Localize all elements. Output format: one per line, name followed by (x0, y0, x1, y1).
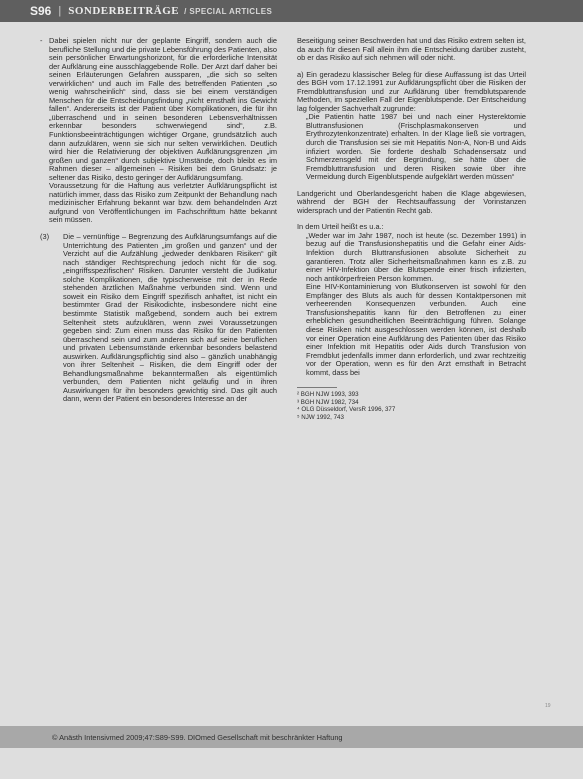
right-paragraph-1: Beseitigung seiner Beschwerden hat und das Risiko extrem selten ist, da auch für diesen Fall allein ihm die Entscheidung darüber zusteht, ob er das Risiko auf sich nehmen will oder nicht. (297, 36, 526, 63)
left-column (40, 37, 277, 404)
judgment-quote-2: Eine HIV-Kontaminierung von Blutkonserven ist sowohl für den Empfänger des Bluts als auch für dessen Kontaktpersonen mit verheerenden Konsequenzen verbunden. Auch eine Transfusionshepatitis kann für den Betroffenen zu einer erheblichen gesundheitlichen Beeinträchtigung führen. Solange diese Risiken nicht ausgeschlossen werden können, ist deshalb vor einer Operation eine Aufklärung des Patienten über das Risiko einer Infektion mit Hepatitis oder Aids durch Transfusion von Fremdblut jedenfalls immer dann erforderlich, und zwar rechtzeitig vor der Operation, wenn es für den Arzt ernsthaft in Betracht kommt, dass bei (306, 282, 526, 377)
section-title: SONDERBEITRÄGE (68, 5, 180, 17)
bullet-mark: - (40, 36, 43, 45)
footnote: ³ BGH NJW 1982, 734 (297, 398, 359, 406)
footer-text: © Anästh Intensivmed 2009;47:S89-S99. DIOmed Gesellschaft mit beschränkter Haftung (52, 732, 343, 742)
footnotes (297, 387, 526, 421)
right-paragraph-3: Landgericht und Oberlandesgericht haben die Klage abgewiesen, während der BGH der Rechtsauffassung der Vorinstanzen widersprach und der Patientin Recht gab. (297, 188, 526, 215)
bullet-item (40, 37, 277, 225)
numbered-item-3 (40, 233, 277, 404)
right-paragraph-4: In dem Urteil heißt es u.a.: (297, 222, 384, 232)
judgment-quote-1: „Weder war im Jahr 1987, noch ist heute (sc. Dezember 1991) in bezug auf die Transfusionshepatitis und die Gefahr einer Aids-Infektion durch Bluttransfusionen absolute Sicherheit zu garantieren. Trotz aller Sicherheitsmaßnahmen kann es z.B. zu einer HIV-Infektion über die Blutspende einer frisch infizierten, noch antikörperfreien Person kommen. (306, 230, 526, 283)
header-separator: | (58, 5, 62, 17)
footnote: ⁴ OLG Düsseldorf, VersR 1996, 377 (297, 406, 396, 414)
case-quote: „Die Patientin hatte 1987 bei und nach einer Hysterektomie Bluttransfusionen (Frischplasmakonserven und Erythrozytenkonzentrate) erhalten. In der Klage ließ sie vortragen, durch die Transfusion sei sie mit Hepatitis Non-A, Non-B und Aids infiziert worden. Sie forderte deshalb Schadensersatz und Schmerzensgeld mit der Begründung, sie hätte über die Fremdbluttransfusion und deren Risiken sowie über ihre Vermeidung durch Eigenblutspende aufgeklärt werden müssen“ (306, 112, 526, 182)
footnote: ² BGH NJW 1993, 393 (297, 391, 359, 399)
item-3-paragraph: Die – vernünftige – Begrenzung des Aufklärungsumfangs auf die Unterrichtung des Patienten „im großen und ganzen“ und der Verzicht auf die Aufzählung „jedweder denkbaren Risiken“ gilt nach ständiger Rechtsprechung jedoch nicht für die sog. „eingriffsspezifischen“ Risiken. Darunter versteht die Judikatur solche Komplikationen, die typischerweise mit der in Rede stehenden ärztlichen Maßnahme verbunden sind. Wenn und soweit ein Risiko dem Eingriff spezifisch anhaftet, ist nicht ein bestimmter Grad der Risikodichte, insbesondere nicht eine bestimmte Statistik maßgebend, sondern auch bei extrem Seltenheit stets aufzuklären, wenn zwei Voraussetzungen gegeben sind: Zum einen muss das Risiko für den Patienten überraschend sein und zum anderen sich auf seine beruflichen und privaten Lebensumstände erkennbar besonders belastend auswirken. Aufklärungspflichtig sind also – gänzlich unabhängig von ihrer Seltenheit – Risiken, die dem Eingriff oder der Behandlungsmaßnahme bekanntermaßen als eigentümlich verbunden, dem Patienten nicht geläufig und in ihren Auswirkungen für ihn besonders gewichtig sind. Das gilt auch dann, wenn der Patient ein besonderes Interesse an der (63, 232, 277, 404)
footnote-rule (297, 387, 337, 388)
footnote: ⁵ NJW 1992, 743 (297, 414, 344, 422)
page-number: S96 (30, 4, 52, 18)
right-column (297, 37, 526, 422)
bullet-paragraph-1: Dabei spielen nicht nur der geplante Eingriff, sondern auch die berufliche Stellung und die private Lebensführung des Patienten, also sein persönlicher Erwartungshorizont, für die erforderliche Intensität der Aufklärung eine ausschlaggebende Rolle. Der Arzt darf daher bei seinen Erläuterungen Gefahren aussparen, „die sich so selten verwirklichen“ und auch im Falle des betreffenden Patienten „so wenig wahrscheinlich“ sind, dass sie bei einem verständigen Menschen für die Entscheidungsfindung „nicht ernsthaft ins Gewicht fallen“. Andererseits ist der Patient über Komplikationen, die für ihn „überraschend und in seinen besonderen Lebensverhältnissen erkennbar besonders schwerwiegend sind“, z.B. Funktionsbeeinträchtigungen wichtiger Organe, grundsätzlich auch dann aufzuklären, wenn sie sich nur selten verwirklichen. Deutlich wird hier die Relativierung der objektiven Aufklärungsgrenzen „im großen und ganzen“ durch subjektive Umstände, doch bleibt es im Rahmen dieser – allgemeinen – Risiken bei dem Grundsatz: je seltener das Risiko, desto geringer der Aufklärungsumfang. (49, 36, 277, 182)
bullet-paragraph-2: Voraussetzung für die Haftung aus verletzter Aufklärungspflicht ist natürlich immer, dass das Risiko zum Zeitpunkt der Behandlung nach medizinischer Erfahrung bekannt war bzw. dem behandelnden Arzt aufgrund von Veröffentlichungen im Fachschrifttum hätte bekannt sein müssen. (49, 181, 277, 225)
item-number: (3) (40, 232, 50, 242)
page-header (0, 0, 583, 22)
section-subtitle: / SPECIAL ARTICLES (184, 6, 273, 16)
right-paragraph-2: a) Ein geradezu klassischer Beleg für diese Auffassung ist das Urteil des BGH vom 17.12.1991 zur Aufklärungspflicht über die Risiken der Fremdbluttransfusion und zur Aufklärung über fremdblutsparende Methoden, im speziellen Fall der Eigenblutspende. Der Entscheidung lag folgender Sachverhalt zugrunde: (297, 69, 526, 113)
page-footer (0, 726, 583, 748)
page-mark: 19 (545, 703, 551, 709)
